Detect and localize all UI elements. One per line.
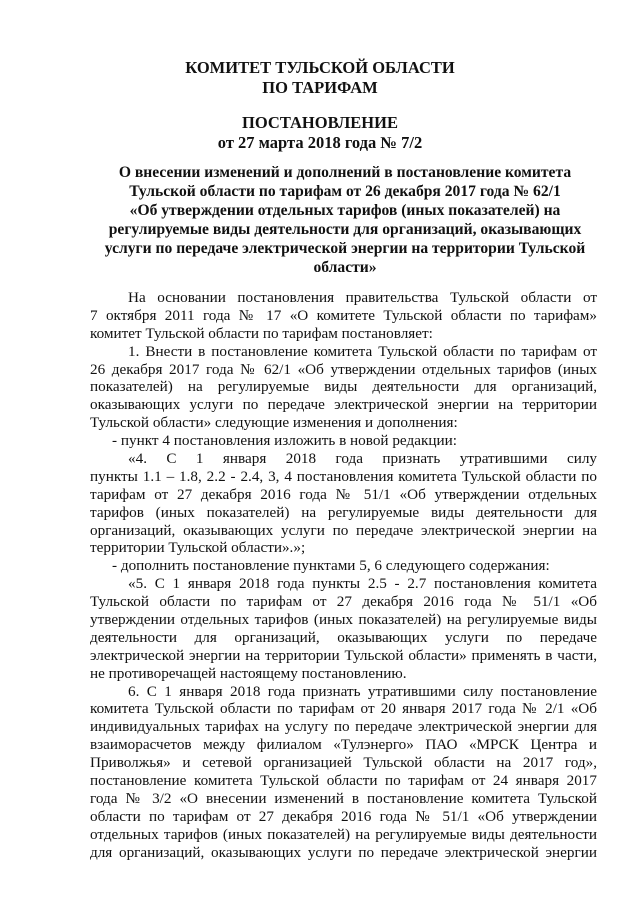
body-line: тарифам от 27 декабря 2016 года № 51/1 «Об утверждении отдельных [90,485,597,503]
body-line: года № 3/2 «О внесении изменений в постановление комитета Тульской [90,789,597,807]
body-line: территории Тульской области».»; [90,539,306,557]
committee-name-line: ПО ТАРИФАМ [262,78,378,97]
decree-title [120,113,520,153]
committee-name-line: КОМИТЕТ ТУЛЬСКОЙ ОБЛАСТИ [185,58,455,77]
body-line: области по тарифам от 27 декабря 2016 года № 51/1 «Об утверждении [90,807,597,825]
body-line: 7 октября 2011 года № 17 «О комитете Тульской области по тарифам» [90,306,597,324]
body-line: оказывающих услуги по передаче электрической энергии на территории [90,396,597,414]
body-line: взаиморасчетов между филиалом «Тулэнерго» ПАО «МРСК Центра и [90,736,597,754]
subject-line: регулируемые виды деятельности для организаций, оказывающих [108,221,582,238]
body-line: деятельности для организаций, оказывающих услуги по передаче [90,628,597,646]
body-line: электрической энергии на территории Тульской области» применять в части, [90,646,597,664]
subject-line: услуги по передаче электрической энергии на территории Тульской [104,240,586,257]
subject-line: «Об утверждении отдельных тарифов (иных показателей) на [129,202,561,219]
body-line: тарифов (иных показателей) на регулируемые виды деятельности для [90,503,597,521]
body-line: 6. С 1 января 2018 года признать утратившими силу постановление [128,682,597,700]
body-line: Тульской области по тарифам от 27 декабря 2016 года № 51/1 «Об [90,593,597,611]
body-line: Приволжья» и сетевой организацией Тульской области на 2017 год», [90,754,597,772]
body-line: комитета Тульской области по тарифам от 20 января 2017 года № 2/1 «Об [90,700,597,718]
subject-line: О внесении изменений и дополнений в постановление комитета [118,164,572,181]
body-line: постановление комитета Тульской области по тарифам от 24 января 2017 [90,772,597,790]
body-line: пункты 1.1 – 1.8, 2.2 - 2.4, 3, 4 постановления комитета Тульской области по [90,467,597,485]
body-line: На основании постановления правительства Тульской области от [128,289,597,306]
decree-date-number: от 27 марта 2018 года № 7/2 [217,133,423,152]
body-line: организаций, оказывающих услуги по передаче электрической энергии на [90,521,597,539]
decree-subject [95,163,595,277]
body-line: «5. С 1 января 2018 года пункты 2.5 - 2.7 постановления комитета [128,575,597,593]
body-line: комитет Тульской области по тарифам постановляет: [90,324,433,342]
body-line: «4. С 1 января 2018 года признать утратившими силу [128,450,597,468]
body-line: Тульской области» следующие изменения и дополнения: [90,414,458,432]
body-line: не противоречащей настоящему постановлению. [90,664,407,682]
decree-type: ПОСТАНОВЛЕНИЕ [242,113,398,132]
subject-line: области» [313,259,377,276]
body-line: показателей) на регулируемые виды деятельности для организаций, [90,378,597,396]
decree-body [90,289,597,862]
committee-header [120,58,520,98]
body-line: индивидуальных тарифах на услугу по передаче электрической энергии для [90,718,597,736]
body-line: - пункт 4 постановления изложить в новой редакции: [112,432,457,450]
body-line: 26 декабря 2017 года № 62/1 «Об утверждении отдельных тарифов (иных [90,360,597,378]
body-line: - дополнить постановление пунктами 5, 6 следующего содержания: [112,557,550,575]
body-line: для организаций, оказывающих услуги по передаче электрической энергии [90,843,597,861]
subject-line: Тульской области по тарифам от 26 декабря 2017 года № 62/1 [129,183,561,200]
body-line: утверждении отдельных тарифов (иных показателей) на регулируемые виды [90,611,597,629]
body-line: 1. Внести в постановление комитета Тульской области по тарифам от [128,342,597,360]
body-line: отдельных тарифов (иных показателей) на регулируемые виды деятельности [90,825,597,843]
